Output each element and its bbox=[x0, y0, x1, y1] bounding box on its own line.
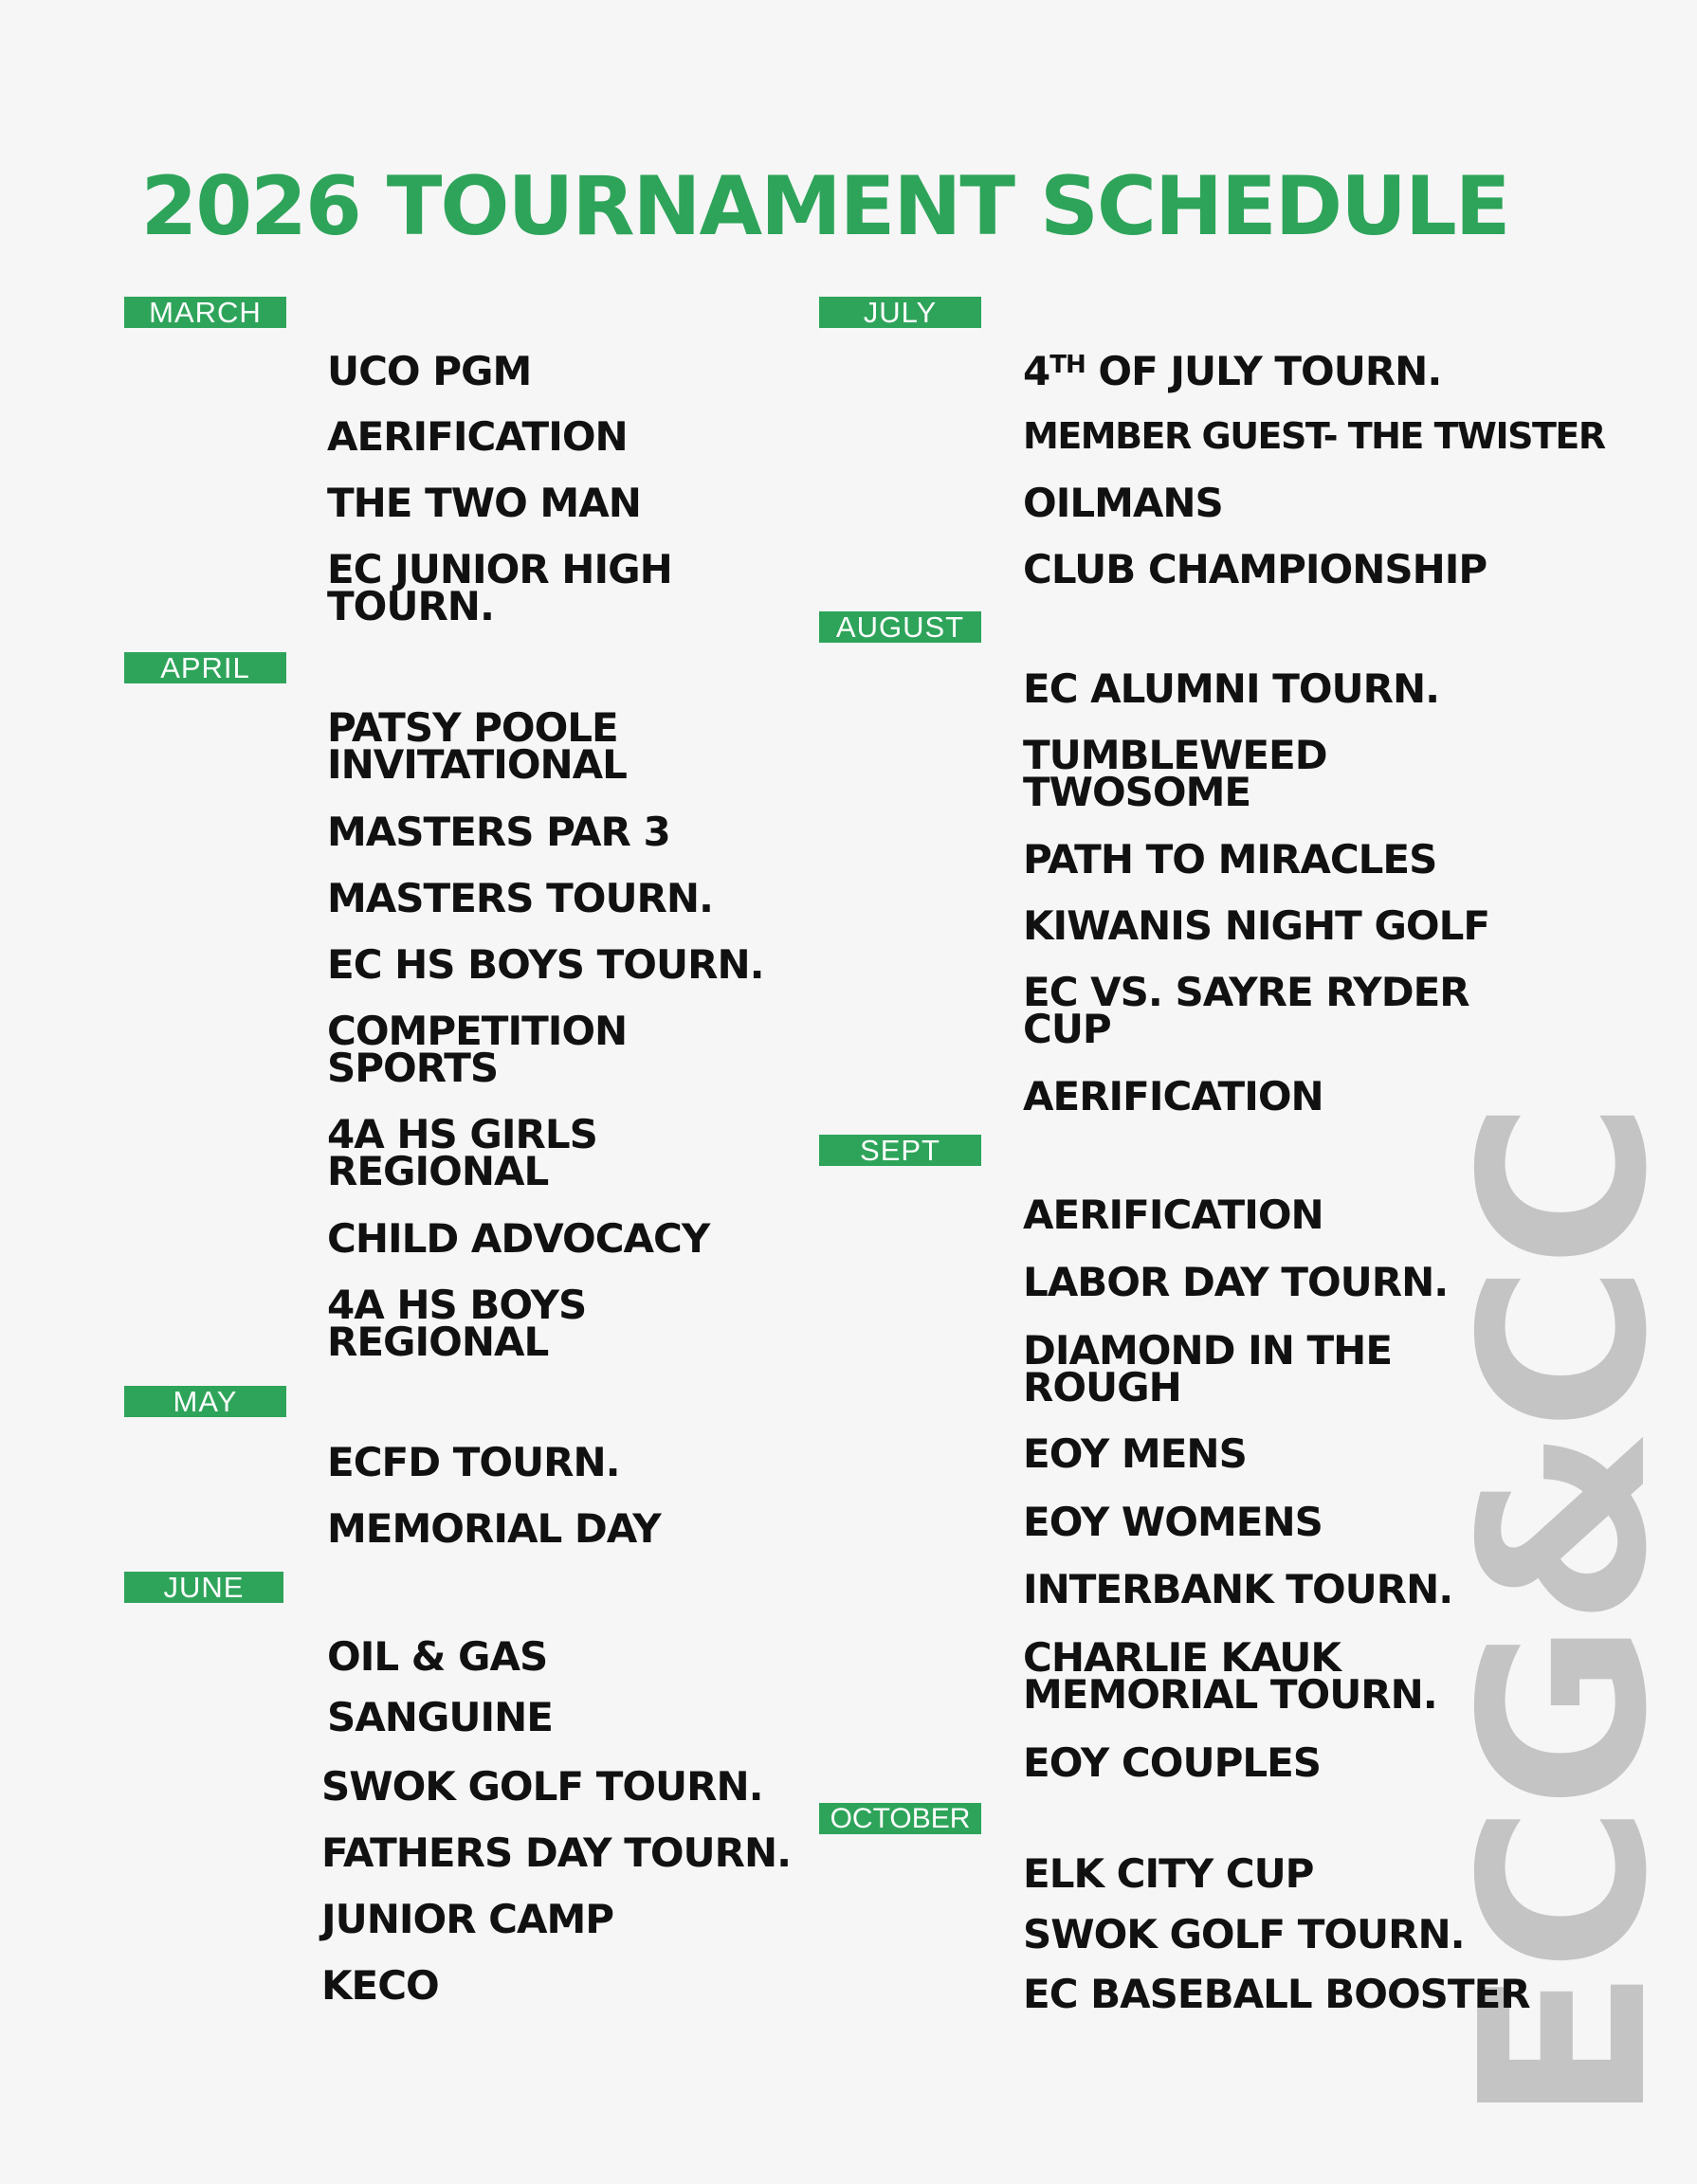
club-watermark: ECG&CC bbox=[1432, 1104, 1697, 2123]
event-name: EC ALUMNI TOURN. bbox=[1023, 665, 1440, 712]
event-name: OIL & GAS bbox=[327, 1633, 548, 1680]
event-name: CHARLIE KAUK bbox=[1023, 1634, 1341, 1681]
event-name: MEMBER GUEST- THE TWISTER bbox=[1023, 415, 1605, 457]
event-name bbox=[1023, 348, 1442, 394]
month-march: MARCH bbox=[124, 297, 286, 328]
event-name: EC HS BOYS TOURN. bbox=[327, 941, 764, 988]
event-name: THE TWO MAN bbox=[327, 480, 641, 526]
event-name: CLUB CHAMPIONSHIP bbox=[1023, 546, 1487, 592]
event-name-line2: REGIONAL bbox=[327, 1148, 549, 1194]
event-name: AERIFICATION bbox=[1023, 1073, 1323, 1119]
event-name: EC VS. SAYRE RYDER bbox=[1023, 969, 1469, 1015]
event-name: EC BASEBALL BOOSTER bbox=[1023, 1971, 1530, 2017]
event-name-line2: CUP bbox=[1023, 1006, 1111, 1052]
event-name: MASTERS PAR 3 bbox=[327, 809, 670, 855]
event-name: MASTERS TOURN. bbox=[327, 875, 714, 921]
month-august: AUGUST bbox=[819, 611, 981, 643]
event-name-line2: INVITATIONAL bbox=[327, 741, 627, 788]
event-name-line2: REGIONAL bbox=[327, 1319, 549, 1365]
event-name: DIAMOND IN THE bbox=[1023, 1327, 1393, 1374]
month-october: OCTOBER bbox=[819, 1803, 981, 1834]
event-name: EOY WOMENS bbox=[1023, 1499, 1323, 1545]
event-name: AERIFICATION bbox=[327, 413, 628, 460]
event-name-line2: SPORTS bbox=[327, 1045, 499, 1091]
event-name: PATSY POOLE bbox=[327, 704, 618, 751]
event-name: EC JUNIOR HIGH bbox=[327, 546, 672, 592]
event-name: ECFD TOURN. bbox=[327, 1439, 620, 1485]
event-name: TUMBLEWEED bbox=[1023, 732, 1327, 778]
event-name: EOY COUPLES bbox=[1023, 1739, 1322, 1786]
event-name: FATHERS DAY TOURN. bbox=[321, 1829, 792, 1876]
event-name-superscript: TH bbox=[1049, 351, 1086, 379]
event-name: 4A HS BOYS bbox=[327, 1282, 587, 1328]
event-name: SANGUINE bbox=[327, 1694, 553, 1740]
event-name: KECO bbox=[321, 1962, 439, 2009]
event-name: MEMORIAL DAY bbox=[327, 1505, 661, 1552]
month-july: JULY bbox=[819, 297, 981, 328]
month-sept: SEPT bbox=[819, 1135, 981, 1166]
event-name-rest: OF JULY TOURN. bbox=[1098, 348, 1442, 394]
event-name: LABOR DAY TOURN. bbox=[1023, 1259, 1449, 1305]
event-name: ELK CITY CUP bbox=[1023, 1850, 1314, 1897]
event-name: JUNIOR CAMP bbox=[321, 1896, 614, 1942]
page-title: 2026 TOURNAMENT SCHEDULE bbox=[140, 159, 1509, 254]
event-name: CHILD ADVOCACY bbox=[327, 1215, 710, 1262]
event-name-prefix: 4 bbox=[1023, 348, 1050, 394]
event-name: OILMANS bbox=[1023, 480, 1223, 526]
event-name-line2: MEMORIAL TOURN. bbox=[1023, 1671, 1437, 1718]
event-name: PATH TO MIRACLES bbox=[1023, 836, 1437, 883]
event-name: EOY MENS bbox=[1023, 1430, 1247, 1477]
event-name-line2: ROUGH bbox=[1023, 1364, 1181, 1410]
month-april: APRIL bbox=[124, 652, 286, 683]
event-name-line2: TOURN. bbox=[327, 583, 494, 629]
event-name: UCO PGM bbox=[327, 348, 532, 394]
event-name: INTERBANK TOURN. bbox=[1023, 1566, 1453, 1612]
event-name: SWOK GOLF TOURN. bbox=[321, 1763, 763, 1810]
event-name: 4A HS GIRLS bbox=[327, 1111, 597, 1157]
event-name: COMPETITION bbox=[327, 1008, 628, 1054]
month-may: MAY bbox=[124, 1386, 286, 1417]
event-name: KIWANIS NIGHT GOLF bbox=[1023, 902, 1490, 949]
event-name: AERIFICATION bbox=[1023, 1192, 1323, 1238]
month-june: JUNE bbox=[124, 1572, 283, 1603]
event-name: SWOK GOLF TOURN. bbox=[1023, 1911, 1465, 1957]
event-name-line2: TWOSOME bbox=[1023, 769, 1251, 815]
